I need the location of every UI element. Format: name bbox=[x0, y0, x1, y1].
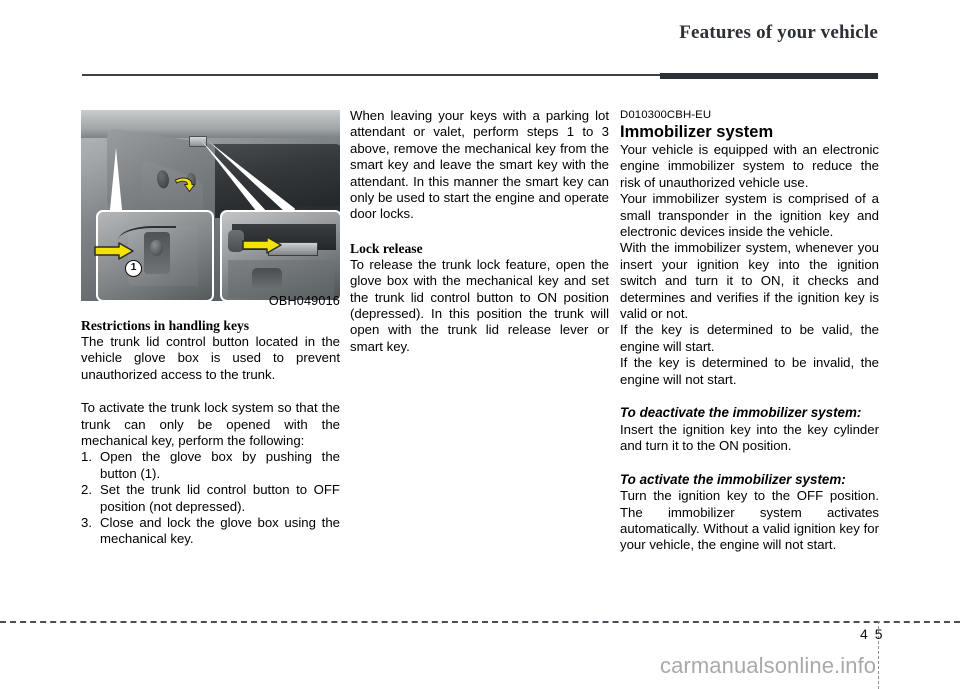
curved-arrow-icon bbox=[174, 176, 196, 196]
list-item bbox=[81, 482, 340, 515]
col3-heading: Immobilizer system bbox=[620, 123, 774, 141]
page-number-page: 5 bbox=[874, 626, 883, 642]
header-rule-thin bbox=[82, 74, 660, 76]
header-divider bbox=[82, 73, 878, 78]
col3-paragraph-1: Your vehicle is equipped with an electronic engine immobilizer system to reduce the risk of unauthorized vehicle use. bbox=[620, 142, 879, 190]
col1-spacer-1 bbox=[81, 383, 340, 400]
col3-document-code: D010300CBH-EU bbox=[620, 109, 712, 121]
page-header bbox=[0, 0, 960, 88]
header-rule-thick bbox=[660, 73, 878, 79]
inset-callout-trunk-switch bbox=[220, 210, 340, 301]
figure-callout-badge-1: 1 bbox=[125, 260, 142, 277]
text-column-2 bbox=[350, 108, 609, 355]
glovebox-figure bbox=[81, 110, 340, 301]
col2-paragraph-1: When leaving your keys with a parking lot attendant or valet, perform steps 1 to 3 above, remove the mechanical key from the smart key and leave the smart key with the attendant. In this manner the smart key can only be used to start the engine and operate door locks. bbox=[350, 108, 609, 222]
list-item bbox=[81, 449, 340, 482]
straight-arrow-left-icon bbox=[93, 242, 135, 260]
step-number: 2. bbox=[81, 482, 92, 498]
page-number bbox=[860, 626, 900, 642]
col3-paragraph-4: If the key is determined to be valid, the engine will start. bbox=[620, 322, 879, 354]
step-number: 1. bbox=[81, 449, 92, 465]
straight-arrow-right-icon bbox=[241, 236, 283, 254]
step-text: Close and lock the glove box using the mechanical key. bbox=[100, 515, 340, 547]
col3-paragraph-3: With the immobilizer system, whenever you insert your ignition key into the ignition switch and turn it to ON, it checks and determines and verifies if the ignition key is valid or not. bbox=[620, 240, 879, 322]
page-number-chapter: 4 bbox=[860, 626, 868, 642]
col3-subheading-deactivate: To deactivate the immobilizer system: bbox=[620, 405, 862, 421]
col3-paragraph-5: If the key is determined to be invalid, the engine will not start. bbox=[620, 355, 879, 387]
text-column-3 bbox=[620, 108, 879, 554]
text-column-1 bbox=[81, 317, 340, 548]
page-title: Features of your vehicle bbox=[679, 22, 878, 43]
col3-paragraph-2: Your immobilizer system is comprised of a small transponder in the ignition key and electronic devices inside the vehicle. bbox=[620, 191, 879, 240]
col3-spacer-1 bbox=[620, 388, 879, 405]
col2-spacer-1 bbox=[350, 223, 609, 240]
col3-paragraph-6: Insert the ignition key into the key cylinder and turn it to the ON position. bbox=[620, 421, 879, 454]
step-number: 3. bbox=[81, 515, 92, 531]
col1-step-list bbox=[81, 449, 340, 547]
step-text: Set the trunk lid control button to OFF position (not depressed). bbox=[100, 482, 340, 514]
site-watermark: carmanualsonline.info bbox=[660, 653, 877, 678]
footer-divider-horizontal bbox=[0, 621, 960, 623]
list-item bbox=[81, 515, 340, 548]
col1-paragraph-1: The trunk lid control button located in the vehicle glove box is used to prevent unauthorized access to the trunk. bbox=[81, 334, 340, 382]
col1-heading: Restrictions in handling keys bbox=[81, 318, 250, 333]
col2-paragraph-2: To release the trunk lock feature, open the glove box with the mechanical key and set the trunk lid control button to ON position (depressed). In this position the trunk will open with the trunk lid release lever or smart key. bbox=[350, 256, 609, 354]
figure-caption: OBH049016 bbox=[268, 294, 340, 308]
col3-paragraph-7: Turn the ignition key to the OFF position. The immobilizer system activates automatically. Without a valid ignition key for your vehicle, the engine will not start. bbox=[620, 488, 879, 553]
step-text: Open the glove box by pushing the button (1). bbox=[100, 449, 340, 481]
col3-spacer-2 bbox=[620, 455, 879, 472]
inset-right-recess bbox=[252, 268, 282, 290]
trunk-lid-control-button bbox=[189, 136, 207, 147]
col3-subheading-activate: To activate the immobilizer system: bbox=[620, 471, 846, 487]
col2-heading: Lock release bbox=[350, 240, 423, 256]
col1-paragraph-2: To activate the trunk lock system so that the trunk can only be opened with the mechanical key, perform the following: bbox=[81, 400, 340, 449]
